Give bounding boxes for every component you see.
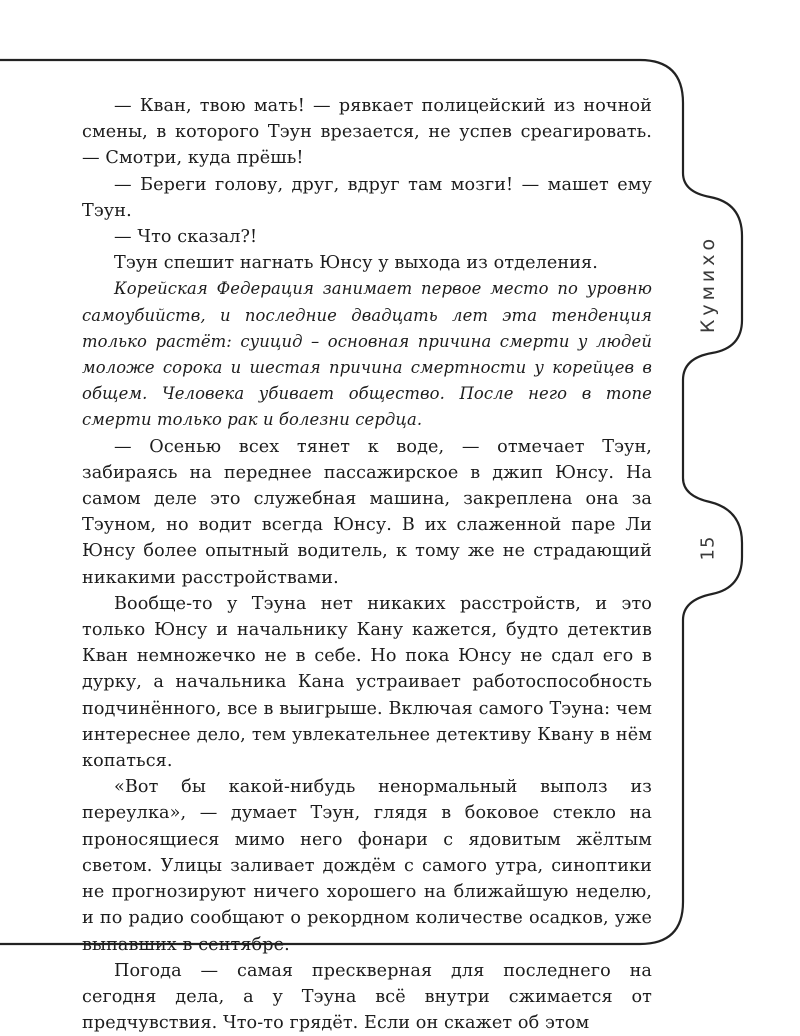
running-title: Кумихо xyxy=(697,234,719,334)
body-text xyxy=(82,93,652,1036)
paragraph: — Что сказал?! xyxy=(114,227,258,248)
paragraph: Погода — самая прескверная для последнего на сегодня дела, а у Тэуна всё внутри сжимается от предчувствия. Что-то грядёт. Если он скажет об этом xyxy=(82,960,652,1034)
paragraph: — Осенью всех тянет к воде, — отмечает Тэун, забираясь на переднее пассажирское в джип Юнсу. На самом деле это служебная машина, закреплена она за Тэуном, но водит всегда Юнсу. В их слаженной паре Ли Юнсу более опытный водитель, к тому же не страдающий никакими расстройствами. xyxy=(82,436,652,588)
page-number: 15 xyxy=(697,535,719,561)
italic-paragraph: Корейская Федерация занимает первое место по уровню самоубийств, и последние двадцать лет эта тенденция только растёт: суицид – основная причина смерти у людей моложе сорока и шестая причина смертности у корейцев в общем. Человека убивает общество. После него в топе смерти только рак и болезни сердца. xyxy=(82,279,652,430)
paragraph: «Вот бы какой-нибудь ненормальный выполз‌ из переулка», — думает Тэун, глядя в боковое стекло на проносящиеся мимо него фонари с ядовитым жёлтым светом. Улицы заливает дождём с самого утра, синоптики не прогнозируют ничего хорошего на ближайшую неделю, и по радио сообщают о рекордном количестве осадков, уже выпавших в сентябре. xyxy=(82,777,652,955)
paragraph: Вообще-то у Тэуна нет никаких расстройств, и это только Юнсу и начальнику Кану кажется, будто детектив Кван немножечко не в себе. Но пока Юнсу не сдал его в дурку, а начальника Кана устраивает работоспособность подчинённого, все в выигрыше. Включая самого Тэуна: чем интереснее дело, тем увлекательнее детективу Квану в нём копаться. xyxy=(82,593,652,772)
paragraph: — Кван, твою мать! — рявкает полицейский из ночной смены, в которого Тэун врезается, не успев среагировать. — Смотри, куда прёшь! xyxy=(82,96,652,169)
paragraph: Тэун спешит нагнать Юнсу у выхода из отделения. xyxy=(114,253,598,274)
paragraph: — Береги голову, друг, вдруг там мозги! — машет ему Тэун. xyxy=(82,174,652,221)
